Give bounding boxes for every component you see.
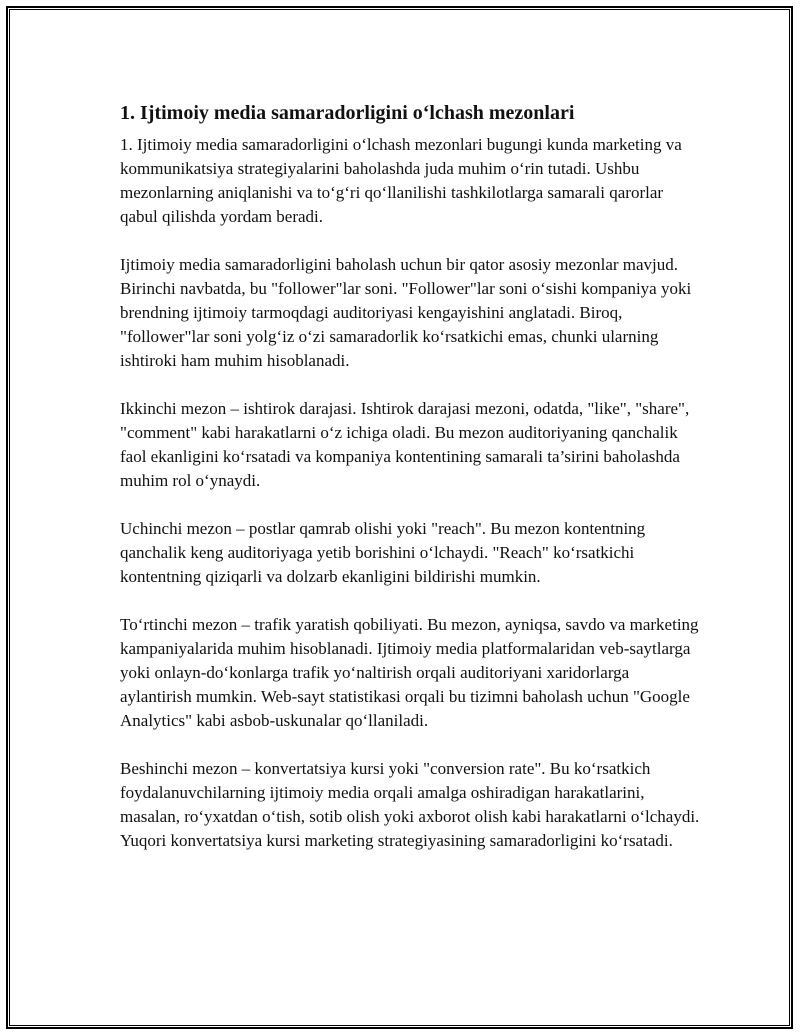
paragraph-engagement: Ikkinchi mezon – ishtirok darajasi. Ishtirok darajasi mezoni, odatda, "like", "share", "comment" kabi harakatlarni o‘z ichiga oladi. Bu mezon auditoriyaning qanchalik faol ekanligini ko‘rsatadi va kompaniya kontentining samarali ta’sirini baholashda muhim rol o‘ynaydi. [120,399,690,490]
paragraph-intro: 1. Ijtimoiy media samaradorligini o‘lchash mezonlari bugungi kunda marketing va kommunikatsiya strategiyalarini baholashda juda muhim o‘rin tutadi. Ushbu mezonlarning aniqlanishi va to‘g‘ri qo‘llanilishi tashkilotlarga samarali qarorlar qabul qilishda yordam beradi. [120,135,682,226]
page-frame [6,6,793,1029]
document-body [120,100,700,877]
paragraph-traffic: To‘rtinchi mezon – trafik yaratish qobiliyati. Bu mezon, ayniqsa, savdo va marketing kampaniyalarida muhim hisoblanadi. Ijtimoiy media platformalaridan veb-saytlarga yoki onlayn-do‘konlarga trafik yo‘naltirish orqali auditoriyani xaridorlarga aylantirish mumkin. Web-sayt statistikasi orqali bu tizimni baholash uchun "Google Analytics" kabi asbob-uskunalar qo‘llaniladi. [120,615,699,730]
paragraph-conversion: Beshinchi mezon – konvertatsiya kursi yoki "conversion rate". Bu ko‘rsatkich foydalanuvchilarning ijtimoiy media orqali amalga oshiradigan harakatlarini, masalan, ro‘yxatdan o‘tish, sotib olish yoki axborot olish kabi harakatlarni o‘lchaydi. Yuqori konvertatsiya kursi marketing strategiyasining samaradorligini ko‘rsatadi. [120,759,700,850]
section-heading: 1. Ijtimoiy media samaradorligini o‘lchash mezonlari [120,102,575,124]
paragraph-reach: Uchinchi mezon – postlar qamrab olishi yoki "reach". Bu mezon kontentning qanchalik keng auditoriyaga yetib borishini o‘lchaydi. "Reach" ko‘rsatkichi kontentning qiziqarli va dolzarb ekanligini bildirishi mumkin. [120,519,646,586]
paragraph-followers: Ijtimoiy media samaradorligini baholash uchun bir qator asosiy mezonlar mavjud. Birinchi navbatda, bu "follower"lar soni. "Follower"lar soni o‘sishi kompaniya yoki brendning ijtimoiy tarmoqdagi auditoriyasi kengayishini anglatadi. Biroq, "follower"lar soni yolg‘iz o‘zi samaradorlik ko‘rsatkichi emas, chunki ularning ishtiroki ham muhim hisoblanadi. [120,255,692,370]
